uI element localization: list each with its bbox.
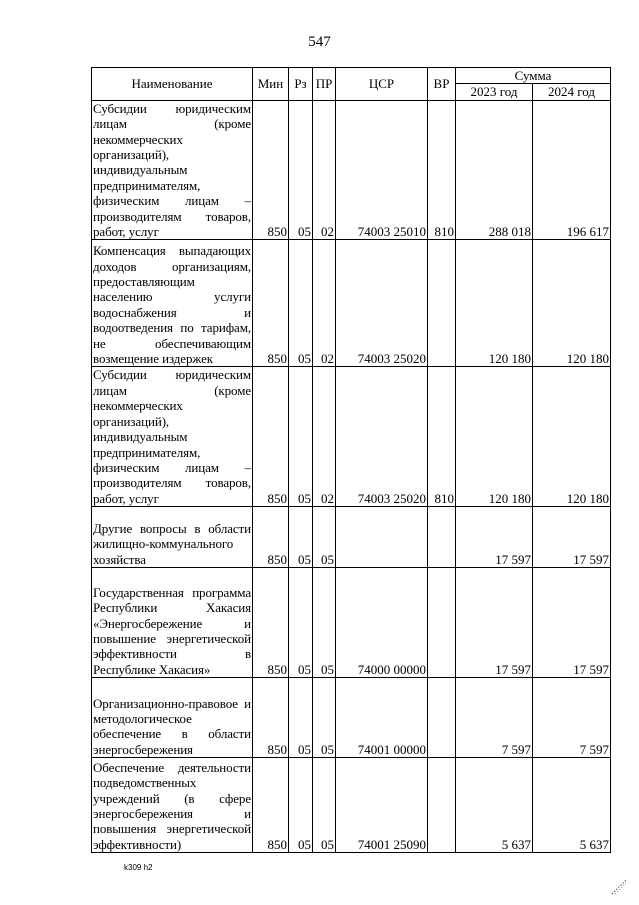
row-name: Компенсация выпадающих доходов организациям, предоставляющим населению услуги водоснабжения и водоотведения по тарифам, не обеспечивающим возмещение издержек [92,240,253,367]
row-sum-2024: 120 180 [533,240,611,367]
row-rz: 05 [289,678,313,758]
header-vr: ВР [428,68,456,101]
table-row [92,678,611,758]
row-name: Обеспечение деятельности подведомственных учреждений (в сфере энергосбережения и повышения энергетической эффективности) [92,758,253,853]
row-pr: 05 [313,568,336,678]
row-vr [428,507,456,568]
table-row [92,367,611,507]
row-sum-2023: 17 597 [456,568,533,678]
header-rz: Рз [289,68,313,101]
table-header [92,68,611,101]
row-sum-2023: 288 018 [456,100,533,240]
row-rz: 05 [289,367,313,507]
row-sum-2024: 120 180 [533,367,611,507]
header-year-2023: 2023 год [456,84,533,100]
row-sum-2023: 120 180 [456,367,533,507]
row-rz: 05 [289,100,313,240]
row-name: Субсидии юридическим лицам (кроме некоммерческих организаций), индивидуальным предпринимателям, физическим лицам – производителям товаров, работ, услуг [93,100,251,240]
row-csr: 74003 25020 [336,240,428,367]
row-pr: 05 [313,758,336,853]
header-pr: ПР [313,68,336,101]
row-sum-2024: 5 637 [533,758,611,853]
header-name: Наименование [92,68,253,101]
row-min: 850 [253,367,289,507]
row-sum-2024: 17 597 [533,568,611,678]
row-name: Государственная программа Республики Хакасия «Энергосбережение и повышение энергетической эффективности в Республике Хакасия» [92,568,253,678]
table-row [92,568,611,678]
row-rz: 05 [289,758,313,853]
table-row [92,507,611,568]
header-min: Мин [253,68,289,101]
row-pr: 02 [313,240,336,367]
row-vr [428,758,456,853]
row-sum-2023: 17 597 [456,507,533,568]
row-min: 850 [253,568,289,678]
row-csr [336,507,428,568]
table-row [92,758,611,853]
row-sum-2023: 7 597 [456,678,533,758]
row-sum-2024: 17 597 [533,507,611,568]
header-csr: ЦСР [336,68,428,101]
row-vr [428,678,456,758]
row-name: Субсидии юридическим лицам (кроме некоммерческих организаций), индивидуальным предпринимателям, физическим лицам – производителям товаров, работ, услуг [93,367,251,506]
header-year-2024: 2024 год [533,84,611,100]
row-sum-2024: 196 617 [533,100,611,240]
row-csr: 74001 00000 [336,678,428,758]
row-vr: 810 [428,100,456,240]
row-pr: 02 [313,367,336,507]
row-name: Другие вопросы в области жилищно-коммунального хозяйства [92,507,253,568]
row-vr [428,568,456,678]
row-pr: 02 [313,100,336,240]
row-vr: 810 [428,367,456,507]
row-csr: 74003 25010 [336,100,428,240]
row-csr: 74000 00000 [336,568,428,678]
table-row [92,100,611,240]
document-code: k309 h2 [124,863,153,872]
budget-table [91,67,611,853]
row-vr [428,240,456,367]
row-sum-2023: 120 180 [456,240,533,367]
row-min: 850 [253,678,289,758]
row-pr: 05 [313,678,336,758]
row-min: 850 [253,100,289,240]
row-rz: 05 [289,507,313,568]
row-min: 850 [253,240,289,367]
row-min: 850 [253,758,289,853]
row-sum-2024: 7 597 [533,678,611,758]
row-name: Организационно-правовое и методологическое обеспечение в области энергосбережения [92,678,253,758]
corner-scan-mark [610,878,628,896]
table-body [92,100,611,852]
row-min: 850 [253,507,289,568]
row-sum-2023: 5 637 [456,758,533,853]
row-rz: 05 [289,240,313,367]
row-pr: 05 [313,507,336,568]
row-csr: 74003 25020 [336,367,428,507]
row-rz: 05 [289,568,313,678]
page-number: 547 [308,34,331,50]
table-row [92,240,611,367]
row-csr: 74001 25090 [336,758,428,853]
header-sum: Сумма [456,68,611,84]
